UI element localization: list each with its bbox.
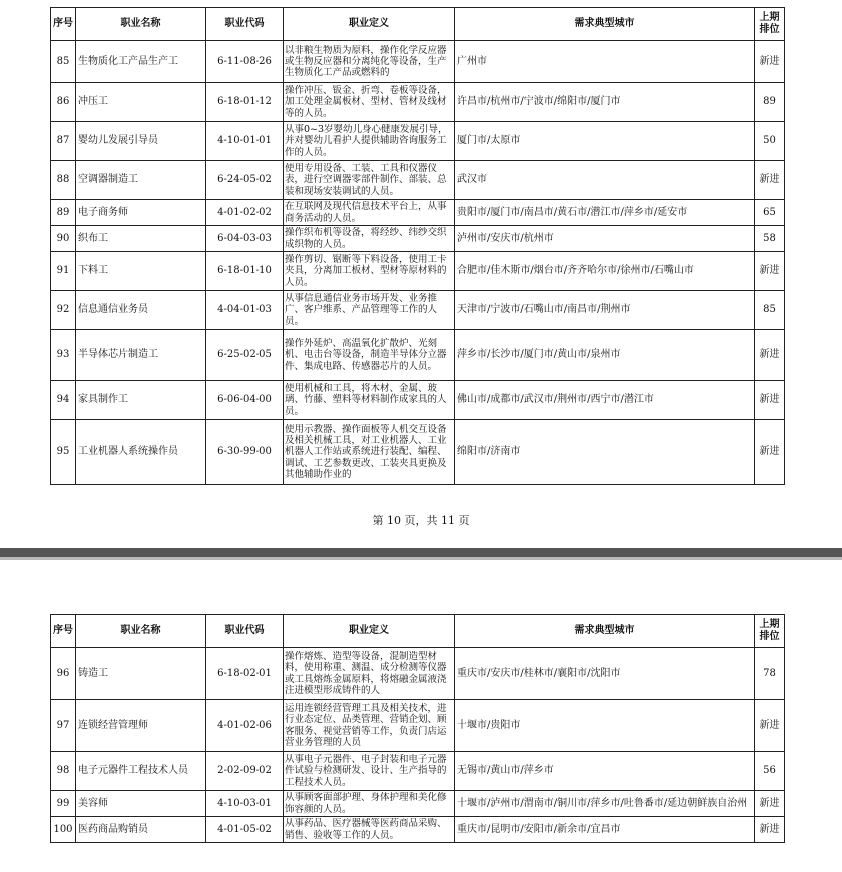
occupation-code: 6-18-02-01 — [206, 648, 284, 700]
previous-rank: 新进 — [755, 252, 785, 291]
table-row — [51, 200, 785, 226]
definition-text: 使用专用设备、工装、工具和仪器仪表，进行空调器零部件制作、部装、总装和现场安装调试的人员。 — [285, 163, 447, 197]
definition-text: 操作熔炼、造型等设备，混制造型材料，使用称重、测温、成分检测等仪器或工具熔炼金属原料，将熔融金属液浇注进模型形成铸件的人 — [285, 651, 447, 696]
table-row — [51, 700, 785, 752]
table-row — [51, 817, 785, 843]
previous-rank: 56 — [755, 752, 785, 791]
table-row — [51, 648, 785, 700]
demand-cities: 绵阳市/济南市 — [455, 420, 755, 485]
occupation-name: 电子商务师 — [76, 200, 206, 226]
header-rank: 上期排位 — [755, 8, 785, 41]
occupation-name: 半导体芯片制造工 — [76, 330, 206, 381]
occupation-definition — [284, 381, 455, 420]
definition-text: 以非粮生物质为原料，操作化学反应器或生物反应器和分离纯化等设备，生产生物质化工产品或燃料的 — [285, 44, 447, 79]
row-number: 91 — [51, 252, 76, 291]
demand-cities: 重庆市/昆明市/安阳市/新余市/宜昌市 — [455, 817, 755, 843]
definition-text: 操作织布机等设备，将经纱、纬纱交织成织物的人员。 — [285, 227, 447, 250]
row-number: 93 — [51, 330, 76, 381]
table-row — [51, 330, 785, 381]
header-cities: 需求典型城市 — [455, 615, 755, 648]
row-number: 86 — [51, 83, 76, 122]
header-name: 职业名称 — [76, 615, 206, 648]
header-code: 职业代码 — [206, 615, 284, 648]
previous-rank: 新进 — [755, 330, 785, 381]
occupation-definition — [284, 817, 455, 843]
occupation-definition — [284, 700, 455, 752]
definition-text: 操作外延炉、高温氧化扩散炉、光刻机、电击台等设备，制造半导体分立器件、集成电路、传感器芯片的人员。 — [285, 338, 447, 372]
definition-text: 从事信息通信业务市场开发、业务推广、客户维系、产品管理等工作的人员。 — [285, 293, 438, 327]
occupation-definition — [284, 330, 455, 381]
occupation-code: 4-01-02-06 — [206, 700, 284, 752]
occupation-name: 下料工 — [76, 252, 206, 291]
table-row — [51, 381, 785, 420]
demand-cities: 佛山市/成都市/武汉市/荆州市/西宁市/潜江市 — [455, 381, 755, 420]
occupation-definition — [284, 420, 455, 485]
demand-cities: 合肥市/佳木斯市/烟台市/齐齐哈尔市/徐州市/石嘴山市 — [455, 252, 755, 291]
definition-text: 使用示教器、操作面板等人机交互设备及相关机械工具，对工业机器人、工业机器人工作站或系统进行装配、编程、调试、工艺参数更改、工装夹具更换及其他辅助作业的 — [285, 423, 447, 480]
header-name: 职业名称 — [76, 8, 206, 41]
table-row — [51, 752, 785, 791]
demand-cities: 无锡市/黄山市/萍乡市 — [455, 752, 755, 791]
occupation-code: 4-04-01-03 — [206, 291, 284, 330]
demand-cities: 许昌市/杭州市/宁波市/绵阳市/厦门市 — [455, 83, 755, 122]
row-number: 98 — [51, 752, 76, 791]
occupation-code: 6-18-01-12 — [206, 83, 284, 122]
definition-text: 使用机械和工具，将木材、金属、玻璃、竹藤、塑料等材料制作成家具的人员。 — [285, 383, 447, 417]
occupation-name: 医药商品购销员 — [76, 817, 206, 843]
table-row — [51, 252, 785, 291]
row-number: 94 — [51, 381, 76, 420]
demand-cities: 萍乡市/长沙市/厦门市/黄山市/泉州市 — [455, 330, 755, 381]
occupation-code: 4-01-05-02 — [206, 817, 284, 843]
occupation-table-page-11 — [50, 614, 785, 843]
demand-cities: 泸州市/安庆市/杭州市 — [455, 226, 755, 252]
occupation-name: 连锁经营管理师 — [76, 700, 206, 752]
definition-text: 从事0~3岁婴幼儿身心健康发展引导，并对婴幼儿看护人提供辅助咨询服务工作的人员。 — [285, 124, 448, 158]
row-number: 97 — [51, 700, 76, 752]
definition-text: 从事电子元器件、电子封装和电子元器件试验与检测研发、设计、生产指导的工程技术人员。 — [285, 754, 447, 788]
occupation-code: 6-24-05-02 — [206, 161, 284, 200]
occupation-code: 6-30-99-00 — [206, 420, 284, 485]
occupation-name: 织布工 — [76, 226, 206, 252]
previous-rank: 78 — [755, 648, 785, 700]
definition-text: 从事顾客面部护理、身体护理和美化修饰容颜的人员。 — [285, 792, 447, 815]
demand-cities: 十堰市/泸州市/渭南市/铜川市/萍乡市/吐鲁番市/延边朝鲜族自治州 — [455, 791, 755, 817]
occupation-definition — [284, 752, 455, 791]
occupation-name: 信息通信业务员 — [76, 291, 206, 330]
row-number: 100 — [51, 817, 76, 843]
row-number: 99 — [51, 791, 76, 817]
occupation-code: 4-10-03-01 — [206, 791, 284, 817]
header-no: 序号 — [51, 615, 76, 648]
previous-rank: 新进 — [755, 381, 785, 420]
header-cities: 需求典型城市 — [455, 8, 755, 41]
previous-rank: 50 — [755, 122, 785, 161]
occupation-code: 6-11-08-26 — [206, 41, 284, 83]
header-definition: 职业定义 — [284, 8, 455, 41]
demand-cities: 贵阳市/厦门市/南昌市/黄石市/潜江市/萍乡市/延安市 — [455, 200, 755, 226]
occupation-definition — [284, 791, 455, 817]
occupation-definition — [284, 83, 455, 122]
occupation-name: 空调器制造工 — [76, 161, 206, 200]
previous-rank: 新进 — [755, 817, 785, 843]
demand-cities: 武汉市 — [455, 161, 755, 200]
occupation-code: 6-04-03-03 — [206, 226, 284, 252]
previous-rank: 新进 — [755, 700, 785, 752]
occupation-name: 家具制作工 — [76, 381, 206, 420]
table-row — [51, 420, 785, 485]
table-row — [51, 122, 785, 161]
demand-cities: 天津市/宁波市/石嘴山市/南昌市/荆州市 — [455, 291, 755, 330]
previous-rank: 新进 — [755, 161, 785, 200]
table-row — [51, 791, 785, 817]
header-code: 职业代码 — [206, 8, 284, 41]
page-separator — [0, 548, 842, 568]
occupation-name: 铸造工 — [76, 648, 206, 700]
previous-rank: 新进 — [755, 420, 785, 485]
row-number: 95 — [51, 420, 76, 485]
previous-rank: 65 — [755, 200, 785, 226]
occupation-code: 6-18-01-10 — [206, 252, 284, 291]
occupation-table-page-10 — [50, 7, 785, 485]
occupation-code: 2-02-09-02 — [206, 752, 284, 791]
occupation-definition — [284, 648, 455, 700]
page-separator-bar — [0, 548, 842, 557]
occupation-name: 美容师 — [76, 791, 206, 817]
occupation-definition — [284, 122, 455, 161]
occupation-code: 6-25-02-05 — [206, 330, 284, 381]
previous-rank: 新进 — [755, 791, 785, 817]
row-number: 85 — [51, 41, 76, 83]
occupation-definition — [284, 161, 455, 200]
previous-rank: 新进 — [755, 41, 785, 83]
previous-rank: 89 — [755, 83, 785, 122]
table-header-row — [51, 615, 785, 648]
table-row — [51, 291, 785, 330]
definition-text: 操作冲压、钣金、折弯、卷板等设备，加工处理金属板材、型材、管材及线材等的人员。 — [285, 85, 447, 119]
occupation-name: 婴幼儿发展引导员 — [76, 122, 206, 161]
occupation-name: 电子元器件工程技术人员 — [76, 752, 206, 791]
occupation-definition — [284, 291, 455, 330]
demand-cities: 十堰市/贵阳市 — [455, 700, 755, 752]
occupation-definition — [284, 226, 455, 252]
occupation-name: 冲压工 — [76, 83, 206, 122]
document-page-11 — [0, 568, 842, 872]
row-number: 89 — [51, 200, 76, 226]
occupation-name: 工业机器人系统操作员 — [76, 420, 206, 485]
demand-cities: 广州市 — [455, 41, 755, 83]
page-separator-shadow — [0, 557, 842, 560]
previous-rank: 58 — [755, 226, 785, 252]
table-row — [51, 41, 785, 83]
previous-rank: 85 — [755, 291, 785, 330]
row-number: 92 — [51, 291, 76, 330]
definition-text: 操作剪切、锯断等下料设备，使用工卡夹具，分离加工板材、型材等原材料的人员。 — [285, 254, 447, 288]
occupation-definition — [284, 41, 455, 83]
table-row — [51, 161, 785, 200]
demand-cities: 重庆市/安庆市/桂林市/襄阳市/沈阳市 — [455, 648, 755, 700]
header-no: 序号 — [51, 8, 76, 41]
header-rank: 上期排位 — [755, 615, 785, 648]
occupation-name: 生物质化工产品生产工 — [76, 41, 206, 83]
header-definition: 职业定义 — [284, 615, 455, 648]
definition-text: 从事药品、医疗器械等医药商品采购、销售、验收等工作的人员。 — [285, 818, 447, 841]
table-header-row — [51, 8, 785, 41]
row-number: 87 — [51, 122, 76, 161]
row-number: 96 — [51, 648, 76, 700]
occupation-code: 4-01-02-02 — [206, 200, 284, 226]
row-number: 88 — [51, 161, 76, 200]
occupation-definition — [284, 200, 455, 226]
row-number: 90 — [51, 226, 76, 252]
definition-text: 运用连锁经营管理工具及相关技术，进行业态定位、品类管理、营销企划、顾客服务、视觉营销等工作，负责门店运营业务管理的人员 — [285, 703, 447, 748]
occupation-definition — [284, 252, 455, 291]
occupation-code: 4-10-01-01 — [206, 122, 284, 161]
occupation-code: 6-06-04-00 — [206, 381, 284, 420]
demand-cities: 厦门市/太原市 — [455, 122, 755, 161]
table-row — [51, 83, 785, 122]
definition-text: 在互联网及现代信息技术平台上，从事商务活动的人员。 — [285, 201, 447, 224]
page-footer: 第 10 页，共 11 页 — [372, 514, 470, 527]
table-row — [51, 226, 785, 252]
